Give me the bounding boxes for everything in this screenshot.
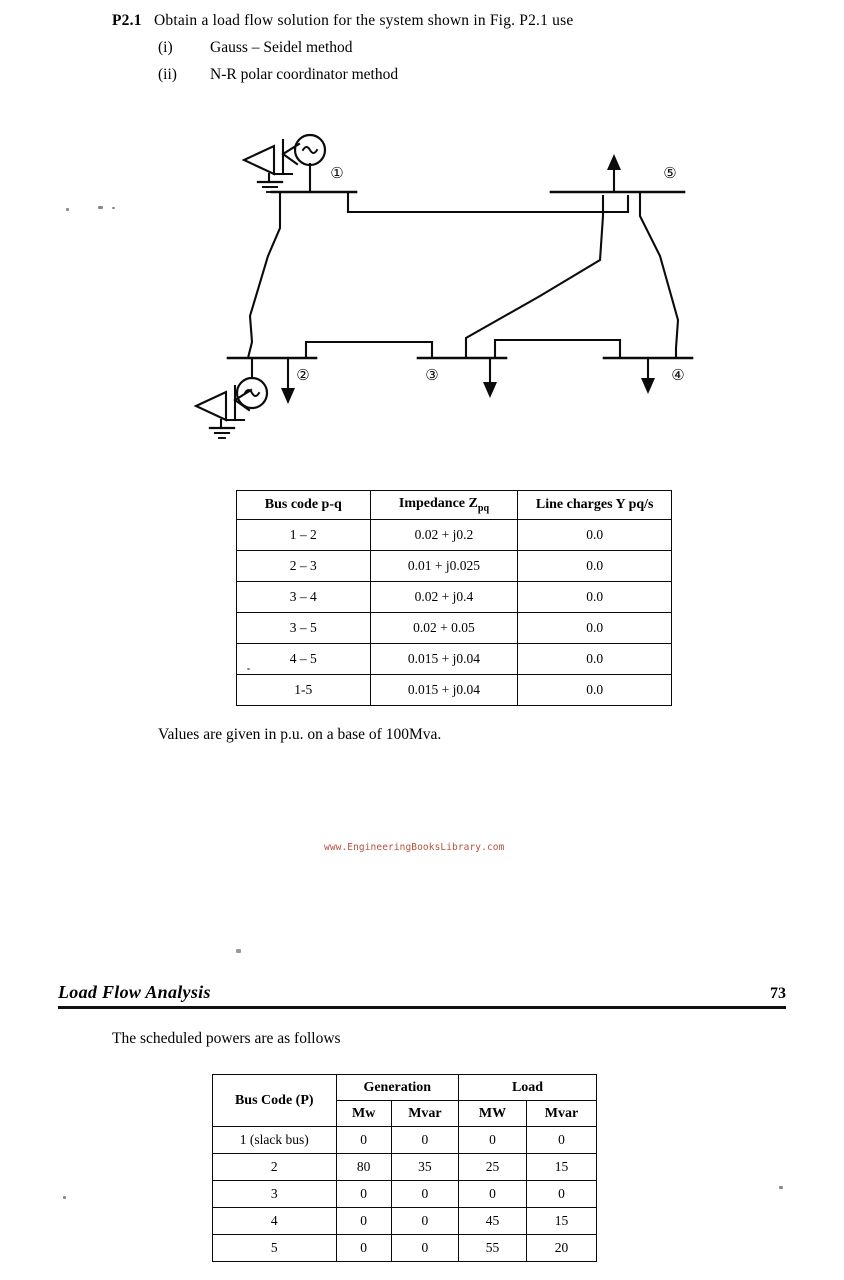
cell-gen-mw: 80	[336, 1154, 391, 1181]
cell-line-charge: 0.0	[518, 644, 672, 675]
cell-load-mvar: 15	[526, 1208, 596, 1235]
problem-item-i-text: Gauss – Seidel method	[210, 39, 353, 56]
table-row	[213, 1127, 597, 1154]
table-row	[237, 644, 672, 675]
cell-line-charge: 0.0	[518, 520, 672, 551]
cell-bus-code: 3 – 5	[237, 613, 371, 644]
header-gen-mvar: Mvar	[391, 1101, 458, 1127]
cell-gen-mvar: 0	[391, 1208, 458, 1235]
bus-label-5: ⑤	[663, 166, 677, 182]
bus-number-labels	[296, 166, 684, 384]
cell-gen-mw: 0	[336, 1208, 391, 1235]
header-load-mvar: Mvar	[526, 1101, 596, 1127]
table-row	[237, 520, 672, 551]
bus-label-3: ③	[425, 368, 439, 384]
header-load-mw: MW	[459, 1101, 527, 1127]
cell-bus-code: 1-5	[237, 675, 371, 706]
table-row	[213, 1181, 597, 1208]
cell-gen-mvar: 0	[391, 1127, 458, 1154]
cell-bus-code: 3 – 4	[237, 582, 371, 613]
cell-bus: 3	[213, 1181, 337, 1208]
table-header-row-main	[213, 1075, 597, 1101]
load-arrow-bus-3	[483, 358, 497, 398]
cell-load-mw: 55	[459, 1235, 527, 1262]
power-system-one-line-diagram	[0, 120, 844, 460]
injection-arrow-bus-5	[607, 154, 621, 192]
line-3-4	[495, 340, 620, 358]
impedance-table	[236, 490, 672, 706]
table-row	[237, 582, 672, 613]
page-number: 73	[770, 985, 786, 1002]
cell-line-charge: 0.0	[518, 675, 672, 706]
cell-impedance: 0.02 + j0.4	[370, 582, 518, 613]
cell-bus-code: 2 – 3	[237, 551, 371, 582]
cell-gen-mvar: 0	[391, 1181, 458, 1208]
table-header-row	[237, 491, 672, 520]
cell-gen-mvar: 35	[391, 1154, 458, 1181]
problem-item-i-number: (i)	[158, 39, 173, 56]
line-1-5	[348, 192, 628, 212]
problem-text: Obtain a load flow solution for the system shown in Fig. P2.1 use	[154, 12, 574, 29]
header-divider	[58, 1006, 786, 1009]
cell-load-mw: 0	[459, 1181, 527, 1208]
cell-line-charge: 0.0	[518, 582, 672, 613]
scan-speckle	[779, 1186, 783, 1189]
cell-gen-mw: 0	[336, 1181, 391, 1208]
problem-item-ii-text: N-R polar coordinator method	[210, 66, 399, 83]
header-bus-code: Bus code p-q	[237, 491, 371, 520]
scan-speckle	[247, 668, 250, 670]
cell-impedance: 0.02 + j0.2	[370, 520, 518, 551]
schedule-table-head	[213, 1075, 597, 1127]
table-row	[213, 1154, 597, 1181]
generator-bus-2	[237, 358, 267, 408]
problem-tag: P2.1	[112, 12, 142, 29]
cell-gen-mvar: 0	[391, 1235, 458, 1262]
watermark-url: www.EngineeringBooksLibrary.com	[324, 842, 505, 853]
table-row	[213, 1208, 597, 1235]
line-1-2	[248, 192, 280, 358]
running-header	[58, 982, 786, 1009]
cell-bus: 5	[213, 1235, 337, 1262]
header-impedance	[370, 491, 518, 520]
cell-bus-code: 4 – 5	[237, 644, 371, 675]
schedule-table-body	[213, 1127, 597, 1262]
cell-impedance: 0.02 + 0.05	[370, 613, 518, 644]
cell-load-mw: 0	[459, 1127, 527, 1154]
cell-load-mw: 25	[459, 1154, 527, 1181]
cell-gen-mw: 0	[336, 1235, 391, 1262]
header-generation: Generation	[336, 1075, 459, 1101]
problem-main-line	[112, 8, 772, 34]
cell-load-mvar: 20	[526, 1235, 596, 1262]
scheduled-powers-table	[212, 1074, 597, 1262]
line-4-5	[640, 194, 678, 358]
impedance-table-head	[237, 491, 672, 520]
problem-item-ii	[158, 61, 772, 88]
cell-load-mw: 45	[459, 1208, 527, 1235]
line-2-3	[306, 342, 432, 358]
cell-load-mvar: 0	[526, 1181, 596, 1208]
cell-bus-code: 1 – 2	[237, 520, 371, 551]
header-impedance-subscript: pq	[477, 502, 490, 514]
header-bus-code-p: Bus Code (P)	[213, 1075, 337, 1127]
table-row	[237, 551, 672, 582]
cell-impedance: 0.01 + j0.025	[370, 551, 518, 582]
load-arrow-bus-2	[281, 358, 295, 404]
running-header-row	[58, 982, 786, 1003]
header-impedance-label: Impedance Z	[398, 496, 478, 512]
cell-line-charge: 0.0	[518, 551, 672, 582]
bus-label-4: ④	[671, 368, 685, 384]
table-row	[213, 1235, 597, 1262]
problem-item-ii-number: (ii)	[158, 66, 177, 83]
cell-impedance: 0.015 + j0.04	[370, 644, 518, 675]
running-header-title: Load Flow Analysis	[58, 982, 211, 1002]
impedance-table-body	[237, 520, 672, 706]
bus-label-2: ②	[296, 368, 310, 384]
header-load: Load	[459, 1075, 597, 1101]
scan-speckle	[236, 949, 241, 953]
cell-load-mvar: 15	[526, 1154, 596, 1181]
scan-speckle	[98, 206, 103, 209]
scan-speckle	[63, 1196, 66, 1199]
transformer-ground-bus-1	[244, 140, 299, 192]
note-values-per-unit: Values are given in p.u. on a base of 100Mva.	[158, 726, 442, 743]
problem-item-i	[158, 34, 772, 61]
transformer-ground-bus-2	[196, 386, 251, 438]
cell-impedance: 0.015 + j0.04	[370, 675, 518, 706]
header-line-charges: Line charges Y pq/s	[518, 491, 672, 520]
scheduled-powers-note: The scheduled powers are as follows	[112, 1030, 341, 1047]
table-row	[237, 613, 672, 644]
bus-label-1: ①	[330, 166, 344, 182]
cell-gen-mw: 0	[336, 1127, 391, 1154]
cell-bus: 4	[213, 1208, 337, 1235]
cell-bus: 1 (slack bus)	[213, 1127, 337, 1154]
scan-speckle	[66, 208, 69, 211]
load-arrow-bus-4	[641, 358, 655, 394]
cell-load-mvar: 0	[526, 1127, 596, 1154]
scan-speckle	[112, 207, 115, 209]
header-gen-mw: Mw	[336, 1101, 391, 1127]
problem-statement	[112, 8, 772, 88]
cell-bus: 2	[213, 1154, 337, 1181]
table-row	[237, 675, 672, 706]
cell-line-charge: 0.0	[518, 613, 672, 644]
line-3-5	[466, 196, 603, 358]
